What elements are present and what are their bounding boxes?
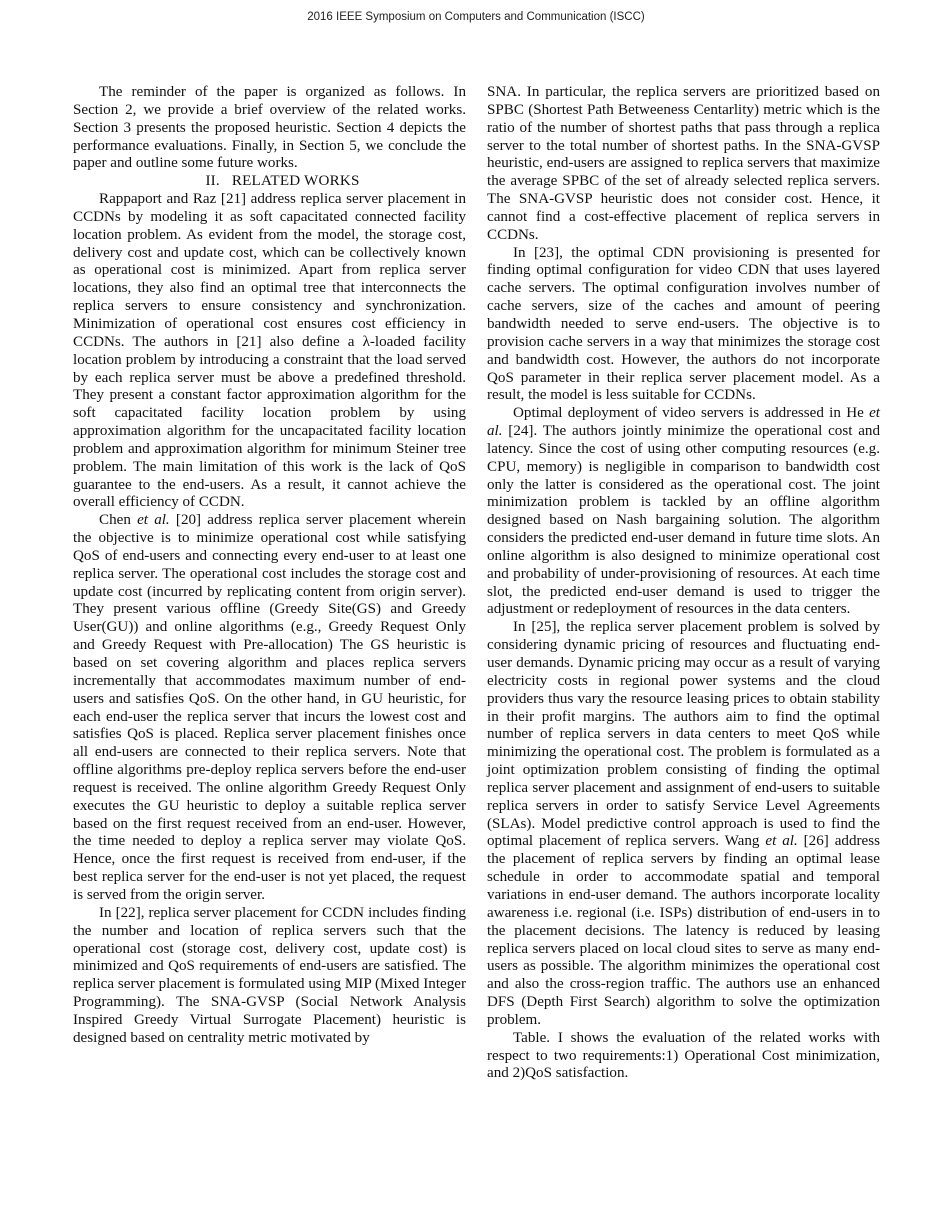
running-header: 2016 IEEE Symposium on Computers and Communication (ISCC)	[307, 11, 645, 23]
text-run: [26] address the placement of replica servers by finding an optimal lease schedule in order to accommodate spatial and temporal variations in end-user demand. The authors incorporate locality awareness i.e. regional (i.e. ISPs) distribution of end-users in to the placement decisions. The latency is reduced by leasing replica servers placed on local cloud sites to serve as many end-users as possible. The algorithm minimizes the operational cost and also the cross-region traffic. The authors use an enhanced DFS (Depth First Search) algorithm to solve the optimization problem.	[487, 833, 880, 1028]
paragraph-ref25	[487, 619, 880, 1029]
paragraph-rappaport: Rappaport and Raz [21] address replica server placement in CCDNs by modeling it as soft capacitated connected facility location problem. As evident from the model, the storage cost, delivery cost and update cost, which can be collectively known as operational cost is minimized. Apart from replica server locations, they also find an optimal tree that interconnects the replica servers to ensure consistency and synchronization. Minimization of operational cost ensures cost efficiency in CCDNs. The authors in [21] also define a λ-loaded facility location problem by introducing a constraint that the load served by each replica server must be above a predefined threshold. They present a constant factor approximation algorithm for the soft capacitated facility location problem by using approximation algorithm for the uncapacitated facility location problem and approximation algorithm for minimum Steiner tree problem. The main limitation of this work is the lack of QoS guarantee to the end-users. As a result, it cannot achieve the overall efficiency of CCDN.	[73, 191, 466, 511]
section-heading	[73, 173, 466, 191]
paragraph-ref23: In [23], the optimal CDN provisioning is presented for finding optimal configuration for video CDN that uses layered cache servers. The optimal configuration involves number of cache servers, size of the caches and amount of peering bandwidth needed to serve end-users. The objective is to provision cache servers in a way that minimizes the storage cost and bandwidth cost. However, the authors do not incorporate QoS parameter in their replica server placement model. As a result, the model is less suitable for CCDNs.	[487, 244, 880, 404]
right-column	[487, 84, 880, 1083]
paragraph-table-summary: Table. I shows the evaluation of the related works with respect to two requirements:1) Operational Cost minimization, and 2)QoS satisfaction.	[487, 1029, 880, 1082]
text-run: [24]. The authors jointly minimize the operational cost and latency. Since the cost of using other computing resources (e.g. CPU, memory) is negligible in comparison to bandwidth cost only the latter is considered as the operational cost. The joint minimization problem is tackled by an offline algorithm designed based on Nash bargaining solution. The algorithm considers the predicted end-user demand in future time slots. An online algorithm is also designed to minimize operational cost and probability of under-provisioning of resources. At each time slot, the predicted end-user demand is used to trigger the adjustment or redeployment of resources in the data centers.	[487, 423, 880, 618]
paragraph-ref22: In [22], replica server placement for CCDN includes finding the number and location of replica servers such that the operational cost (storage cost, delivery cost, update cost) is minimized and QoS requirements of end-users are satisfied. The replica server placement is formulated using MIP (Mixed Integer Programming). The SNA-GVSP (Social Network Analysis Inspired Greedy Virtual Surrogate Placement) heuristic is designed based on centrality metric motivated by	[73, 904, 466, 1046]
etal-italic: et al.	[487, 405, 880, 440]
intro-paragraph: The reminder of the paper is organized as follows. In Section 2, we provide a brief overview of the related works. Section 3 presents the proposed heuristic. Section 4 depicts the performance evaluations. Finally, in Section 5, we conclude the paper and outline some future works.	[73, 84, 466, 172]
left-column	[73, 84, 466, 1048]
section-number: II.	[205, 173, 220, 190]
etal-italic: et al.	[137, 512, 170, 529]
text-run: [20] address replica server placement wherein the objective is to minimize operational cost while satisfying QoS of end-users and connecting every end-user to at least one replica server. The operational cost includes the storage cost and update cost (incurred by replicating content from origin server). They present various offline (Greedy Site(GS) and Greedy User(GU)) and online algorithms (e.g., Greedy Request Only and Greedy Request with Pre-allocation) The GS heuristic is based on set covering algorithm and places replica servers incrementally that accommodates maximum number of end-users and satisfies QoS. On the other hand, in GU heuristic, for each end-user the replica server that incurs the lowest cost and satisfies QoS is placed. Replica server placement finishes once all end-users are connected to their replica servers. Note that offline algorithms pre-deploy replica servers before the end-user request is received. The online algorithm Greedy Request Only executes the GU heuristic to deploy a suitable replica server based on the first request received from an end-user. However, the time needed to deploy a replica server may violate QoS. Hence, once the first request is received from end-user, if the best replica server for the end-user is not yet placed, the request is served from the origin server.	[73, 512, 466, 903]
etal-italic: et al.	[765, 833, 798, 850]
text-run: Chen	[99, 512, 138, 529]
text-run: In [25], the replica server placement problem is solved by considering dynamic pricing of resources and fluctuating end-user demands. Dynamic pricing may occur as a result of varying electricity costs in regional power systems and the cloud providers thus vary the resource leasing prices to obtain stability in their profit margins. The authors aim to find the optimal number of replica servers in data centers to meet QoS while minimizing the operational cost. The problem is formulated as a joint optimization problem consisting of finding the optimal replica server placement and assignment of end-users to suitable replica servers in order to satisfy Service Level Agreements (SLAs). Model predictive control approach is used to find the optimal placement of replica servers. Wang	[487, 619, 880, 850]
paragraph-ref24	[487, 405, 880, 619]
section-title: RELATED WORKS	[231, 173, 360, 190]
paragraph-chen	[73, 512, 466, 905]
paragraph-ref22-continued: SNA. In particular, the replica servers are prioritized based on SPBC (Shortest Path Betweeness Centarlity) metric which is the ratio of the number of shortest paths that pass through a replica server to the total number of shortest paths. In the SNA-GVSP heuristic, end-users are assigned to replica servers that maximize the average SPBC of the set of already selected replica servers. The SNA-GVSP heuristic does not consider cost. Hence, it cannot find a cost-effective placement of replica servers in CCDNs.	[487, 84, 880, 243]
text-run: Optimal deployment of video servers is addressed in He	[513, 405, 870, 422]
